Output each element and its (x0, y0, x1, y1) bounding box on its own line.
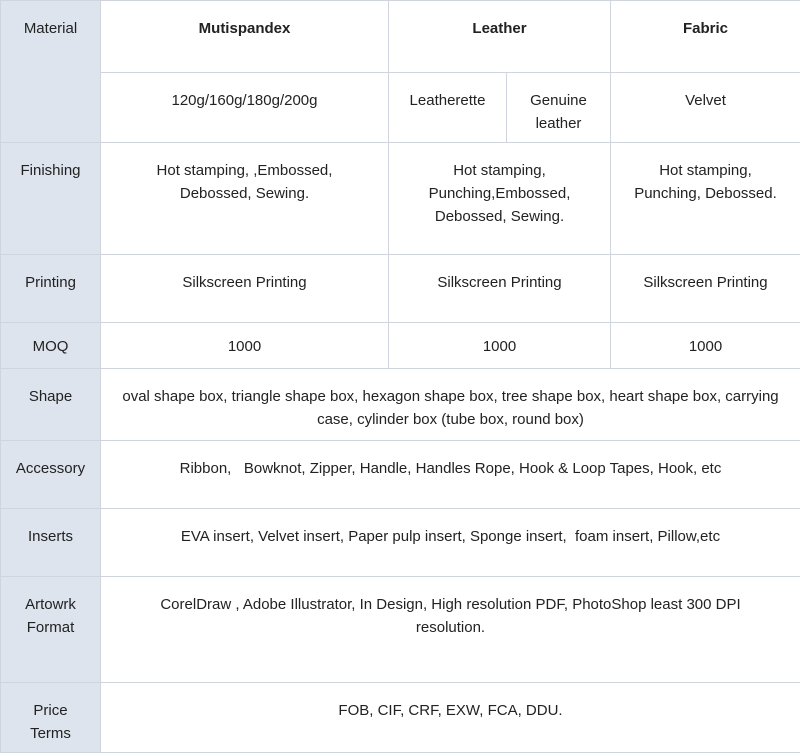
price-terms-label: Price Terms (1, 683, 101, 753)
finishing-fabric: Hot stamping, Punching, Debossed. (611, 143, 800, 255)
printing-fabric: Silkscreen Printing (611, 255, 800, 323)
artwork-row (1, 577, 800, 683)
artwork-label: Artowrk Format (1, 577, 101, 683)
material-label: Material (1, 1, 101, 143)
accessory-label: Accessory (1, 441, 101, 509)
header-row (1, 1, 800, 73)
material-fabric: Velvet (611, 73, 800, 143)
inserts-value: EVA insert, Velvet insert, Paper pulp insert, Sponge insert, foam insert, Pillow,etc (101, 509, 800, 577)
price-terms-value: FOB, CIF, CRF, EXW, FCA, DDU. (101, 683, 800, 753)
accessory-row (1, 441, 800, 509)
moq-row (1, 323, 800, 369)
printing-label: Printing (1, 255, 101, 323)
price-terms-row (1, 683, 800, 753)
inserts-label: Inserts (1, 509, 101, 577)
moq-leather: 1000 (389, 323, 611, 369)
finishing-mutispandex: Hot stamping, ,Embossed, Debossed, Sewing. (101, 143, 389, 255)
printing-row (1, 255, 800, 323)
material-genuine-leather: Genuine leather (507, 73, 611, 143)
printing-mutispandex: Silkscreen Printing (101, 255, 389, 323)
moq-mutispandex: 1000 (101, 323, 389, 369)
shape-row (1, 369, 800, 441)
finishing-label: Finishing (1, 143, 101, 255)
material-leatherette: Leatherette (389, 73, 507, 143)
artwork-value: CorelDraw , Adobe Illustrator, In Design, High resolution PDF, PhotoShop least 300 DPI resolution. (101, 577, 800, 683)
column-header-leather: Leather (389, 1, 611, 73)
finishing-leather: Hot stamping, Punching,Embossed, Debossed, Sewing. (389, 143, 611, 255)
finishing-row (1, 143, 800, 255)
moq-label: MOQ (1, 323, 101, 369)
inserts-row (1, 509, 800, 577)
shape-value: oval shape box, triangle shape box, hexagon shape box, tree shape box, heart shape box, carrying case, cylinder box (tube box, round box) (101, 369, 800, 441)
accessory-value: Ribbon, Bowknot, Zipper, Handle, Handles Rope, Hook & Loop Tapes, Hook, etc (101, 441, 800, 509)
column-header-fabric: Fabric (611, 1, 800, 73)
shape-label: Shape (1, 369, 101, 441)
moq-fabric: 1000 (611, 323, 800, 369)
column-header-mutispandex: Mutispandex (101, 1, 389, 73)
material-row (1, 73, 800, 143)
material-mutispandex: 120g/160g/180g/200g (101, 73, 389, 143)
printing-leather: Silkscreen Printing (389, 255, 611, 323)
